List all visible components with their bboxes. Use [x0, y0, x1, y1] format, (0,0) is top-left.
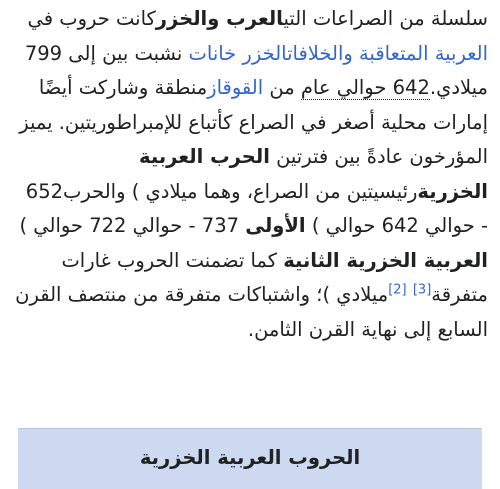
khazar-khanate-link[interactable]: الخزر خانات [188, 41, 288, 65]
citation-3[interactable]: [3] [412, 282, 432, 298]
text-segment: إلى 799 ميلادي. [24, 41, 488, 99]
citation-2[interactable]: [2] [388, 282, 407, 298]
text-segment: منطقة [154, 76, 208, 99]
text-segment: سلسلة من الصراعات التي [283, 7, 488, 30]
intro-paragraph [14, 2, 488, 347]
text-segment: نشبت بين [102, 41, 183, 65]
first-war-bold: الأولى [245, 214, 306, 237]
first-war-dates: ميلادي ) والحرب652 - حوالي 642 حوالي ) [25, 179, 488, 237]
infobox-title: الحروب العربية الخزرية [139, 446, 361, 469]
war-title-bold: الحرب العربية الخزرية [139, 145, 488, 203]
article-body [14, 2, 488, 347]
arabs-khazars-bold: العرب والخزر [155, 7, 284, 30]
text-segment: وشاركت أيضًا إمارات محلية أصغر في الصراع كأتباع للإمبراطوريتين. يميز المؤرخون عادةً بين فترتين [19, 76, 488, 168]
text-segment: من [269, 76, 295, 99]
second-war-bold: العربية الخزرية الثانية [283, 248, 488, 272]
text-segment: ميلادي )؛ واشتباكات متفرقة من منتصف القرن السابع إلى نهاية القرن الثامن. [15, 283, 488, 341]
caucasus-link[interactable]: القوقاز [207, 76, 264, 99]
second-war-dates: 737 - حوالي 722 حوالي ) [19, 214, 240, 237]
infobox-header [18, 428, 482, 489]
circa-642-abbr: 642 حوالي عام [300, 76, 430, 99]
text-segment: كانت حروب في [27, 7, 156, 30]
text-segment: رئيسيتين من الصراع، وهما [203, 179, 418, 203]
arab-caliphates-link[interactable]: العربية المتعاقبة والخلافات [287, 41, 488, 65]
text-segment: كما تضمنت الحروب غارات متفرقة [61, 248, 488, 306]
